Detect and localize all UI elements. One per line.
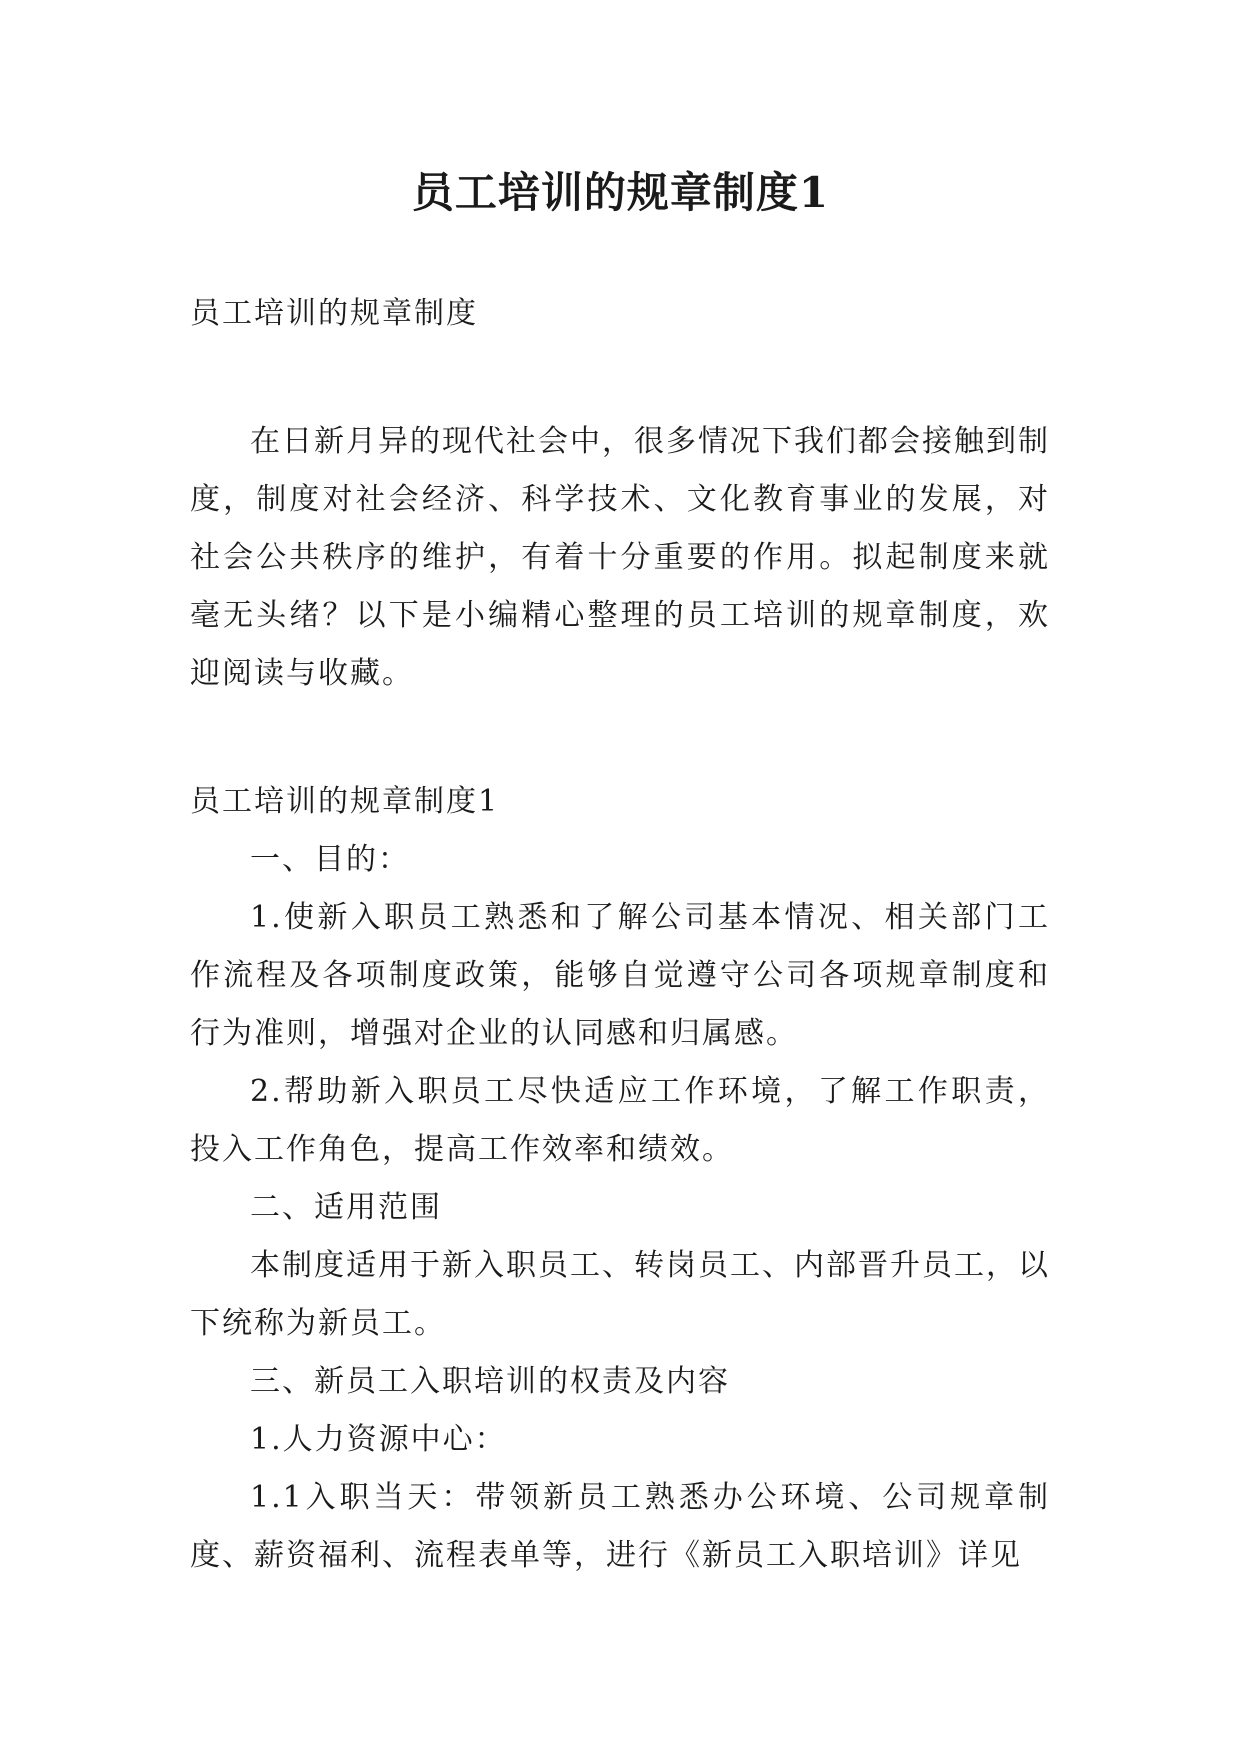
paragraph-scope-heading: 二、适用范围 bbox=[250, 1190, 442, 1225]
document-title: 员工培训的规章制度1 bbox=[411, 168, 830, 217]
section-title: 员工培训的规章制度1 bbox=[190, 784, 500, 819]
paragraph-purpose-2: 2.帮助新入职员工尽快适应工作环境，了解工作职责，投入工作角色，提高工作效率和绩效。 bbox=[190, 1074, 1050, 1167]
paragraph-scope: 本制度适用于新入职员工、转岗员工、内部晋升员工，以下统称为新员工。 bbox=[190, 1248, 1050, 1341]
document-subtitle: 员工培训的规章制度 bbox=[190, 296, 478, 331]
paragraph-first-day: 1.1入职当天：带领新员工熟悉办公环境、公司规章制度、薪资福利、流程表单等，进行《新员工入职培训》详见 bbox=[190, 1480, 1050, 1573]
intro-paragraph: 在日新月异的现代社会中，很多情况下我们都会接触到制度，制度对社会经济、科学技术、文化教育事业的发展，对社会公共秩序的维护，有着十分重要的作用。拟起制度来就毫无头绪？以下是小编精心整理的员工培训的规章制度，欢迎阅读与收藏。 bbox=[190, 424, 1050, 691]
paragraph-purpose-1: 1.使新入职员工熟悉和了解公司基本情况、相关部门工作流程及各项制度政策，能够自觉遵守公司各项规章制度和行为准则，增强对企业的认同感和归属感。 bbox=[190, 900, 1050, 1051]
paragraph-hr-center: 1.人力资源中心： bbox=[250, 1422, 507, 1457]
paragraph-purpose-heading: 一、目的： bbox=[250, 842, 410, 877]
paragraph-responsibility-heading: 三、新员工入职培训的权责及内容 bbox=[250, 1364, 730, 1399]
document-body bbox=[190, 285, 1050, 1585]
